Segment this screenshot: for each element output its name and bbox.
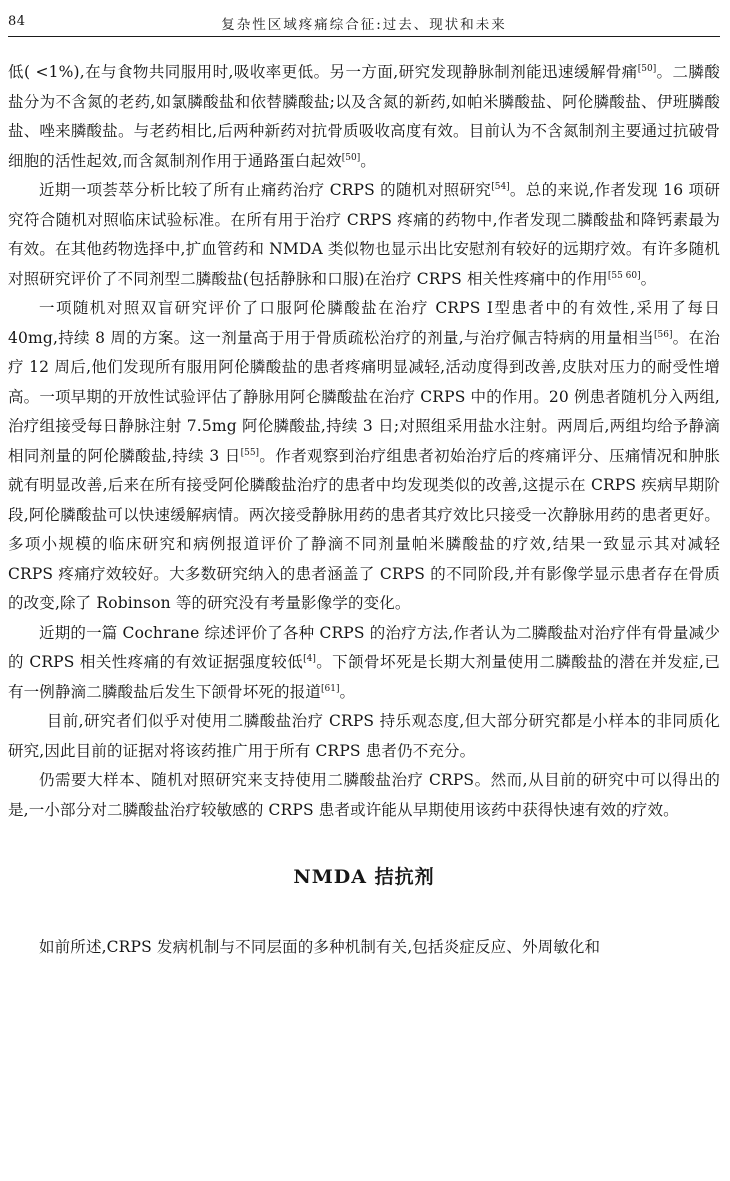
page-number: 84: [8, 14, 26, 29]
paragraph: [8, 619, 720, 708]
running-title: 复杂性区域疼痛综合征:过去、现状和未来: [221, 17, 507, 33]
paragraph-text: 一项随机对照双盲研究评价了口服阿伦膦酸盐在治疗 CRPS Ⅰ型患者中的有效性,采用了每日 40mg,持续 8 周的方案。这一剂量高于用于骨质疏松治疗的剂量,与治疗佩吉特病的用量相当: [8, 299, 720, 347]
section-heading-zh: 拮抗剂: [374, 866, 435, 888]
citation-marker: [50]: [637, 64, 657, 74]
citation-marker: [55 60]: [607, 270, 641, 281]
citation-marker: [55]: [240, 447, 260, 458]
paragraph-text: 。作者观察到治疗组患者初始治疗后的疼痛评分、压痛情况和肿胀就有明显改善,后来在所有接受阿伦膦酸盐治疗的患者中均发现类似的改善,这提示在 CRPS 疾病早期阶段,阿伦膦酸盐可以快速缓解病情。两次接受静脉用药的患者其疗效比只接受一次静脉用药的患者更好。多项小规模的临床研究和病例报道评价了静滴不同剂量帕米膦酸盐的疗效,结果一致显示其对减轻 CRPS 疼痛疗效较好。大多数研究纳入的患者涵盖了 CRPS 的不同阶段,并有影像学显示患者存在骨质的改变,除了 Robinson 等的研究没有考量影像学的变化。: [8, 446, 720, 612]
paragraph-text: 。在治疗 12 周后,他们发现所有服用阿伦膦酸盐的患者疼痛明显减轻,活动度得到改善,皮肤对压力的耐受性增高。一项早期的开放性试验评估了静脉用阿仑膦酸盐在治疗 CRPS 中的作用。20 例患者随机分入两组,治疗组接受每日静脉注射 7.5mg 阿伦膦酸盐,持续 3 日;对照组采用盐水注射。两周后,两组均给予静滴相同剂量的阿伦膦酸盐,持续 3 日: [8, 328, 721, 465]
paragraph: [8, 707, 720, 766]
paragraph-text: 目前,研究者们似乎对使用二膦酸盐治疗 CRPS 持乐观态度,但大部分研究都是小样本的非同质化研究,因此目前的证据对将该药推广用于所有 CRPS 患者仍不充分。: [8, 712, 720, 760]
citation-marker: [50]: [341, 152, 361, 163]
running-header: [8, 6, 720, 37]
section-heading: [8, 865, 720, 889]
citation-marker: [4]: [303, 654, 316, 664]
paragraph-text: 。总的来说,作者发现 16 项研究符合随机对照临床试验标准。在所有用于治疗 CRPS 疼痛的药物中,作者发现二膦酸盐和降钙素最为有效。在其他药物选择中,扩血管药和 NMDA 类似物也显示出比安慰剂有较好的远期疗效。有许多随机对照研究评价了不同剂型二膦酸盐(包括静脉和口服)在治疗 CRPS 相关性疼痛中的作用: [8, 181, 721, 288]
paragraph-list: [8, 58, 720, 825]
paragraph-text: 近期一项荟萃分析比较了所有止痛药治疗 CRPS 的随机对照研究: [39, 181, 492, 199]
paragraph-text: 。下颌骨坏死是长期大剂量使用二膦酸盐的潜在并发症,已有一例静滴二膦酸盐后发生下颌骨坏死的报道: [8, 653, 720, 701]
paragraph: [8, 294, 720, 619]
section-heading-latin: NMDA: [293, 866, 375, 888]
citation-marker: [54]: [491, 182, 510, 192]
paragraph-text: 仍需要大样本、随机对照研究来支持使用二膦酸盐治疗 CRPS。然而,从目前的研究中可以得出的是,一小部分对二膦酸盐治疗较敏感的 CRPS 患者或许能从早期使用该药中获得快速有效的疗效。: [8, 771, 720, 819]
paragraph-text: 近期的一篇 Cochrane 综述评价了各种 CRPS 的治疗方法,作者认为二膦酸盐对治疗伴有骨量减少的 CRPS 相关性疼痛的有效证据强度较低: [8, 623, 720, 671]
paragraph-text: 。: [360, 151, 376, 170]
paragraph-text: 。: [640, 269, 657, 288]
paragraph: [8, 58, 720, 176]
citation-marker: [56]: [654, 329, 673, 340]
paragraph: [8, 766, 720, 825]
paragraph-text: 低( <1%),在与食物共同服用时,吸收率更低。另一方面,研究发现静脉制剂能迅速缓解骨痛: [8, 63, 638, 81]
body-text: [8, 58, 720, 963]
paragraph: [8, 176, 720, 294]
paragraph-final: 如前所述,CRPS 发病机制与不同层面的多种机制有关,包括炎症反应、外周敏化和: [39, 938, 601, 956]
paragraph-text: 。二膦酸盐分为不含氮的老药,如氯膦酸盐和依替膦酸盐;以及含氮的新药,如帕米膦酸盐、阿伦膦酸盐、伊班膦酸盐、唑来膦酸盐。与老药相比,后两种新药对抗骨质吸收高度有效。目前认为不含氮制剂主要通过抗破骨细胞的活性起效,而含氮制剂作用于通路蛋白起效: [8, 63, 720, 170]
paragraph-text: 。: [339, 682, 356, 701]
citation-marker: [61]: [321, 683, 340, 694]
